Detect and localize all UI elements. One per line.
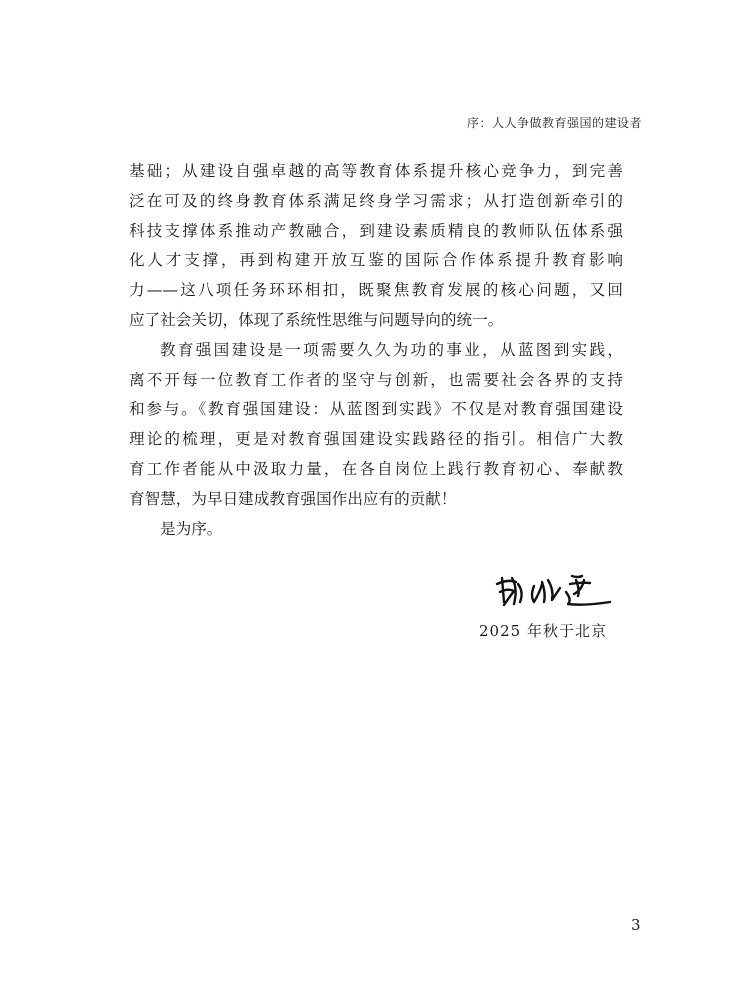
paragraph-line: 应了社会关切，体现了系统性思维与问题导向的统一。	[129, 310, 504, 329]
paragraph-line: 育智慧，为早日建成教育强国作出应有的贡献！	[129, 489, 457, 508]
paragraph-line: 离不开每一位教育工作者的坚守与创新，也需要社会各界的支持	[129, 370, 623, 389]
body-text	[129, 157, 623, 544]
paragraph-line: 理论的梳理，更是对教育强国建设实践路径的指引。相信广大教	[129, 430, 623, 449]
signature-icon	[494, 572, 614, 610]
closing-date: 2025 年秋于北京	[479, 622, 607, 640]
running-header: 序：人人争做教育强国的建设者	[466, 116, 642, 130]
paragraph-line: 力——这八项任务环环相扣，既聚焦教育发展的核心问题，又回	[129, 281, 623, 300]
page-number: 3	[631, 916, 641, 934]
paragraph-line: 科技支撑体系推动产教融合，到建设素质精良的教师队伍体系强	[129, 221, 623, 240]
paragraph-line: 化人才支撑，再到构建开放互鉴的国际合作体系提升教育影响	[129, 251, 623, 270]
paragraph-line: 是为序。	[160, 519, 223, 538]
paragraph-line: 教育强国建设是一项需要久久为功的事业，从蓝图到实践，	[160, 340, 623, 359]
paragraph-line: 基础；从建设自强卓越的高等教育体系提升核心竞争力，到完善	[129, 162, 623, 180]
paragraph-line: 和参与。《教育强国建设：从蓝图到实践》不仅是对教育强国建设	[129, 400, 623, 419]
paragraph-line: 育工作者能从中汲取力量，在各自岗位上践行教育初心、奉献教	[129, 459, 623, 478]
paragraph-line: 泛在可及的终身教育体系满足终身学习需求；从打造创新牵引的	[129, 191, 623, 210]
